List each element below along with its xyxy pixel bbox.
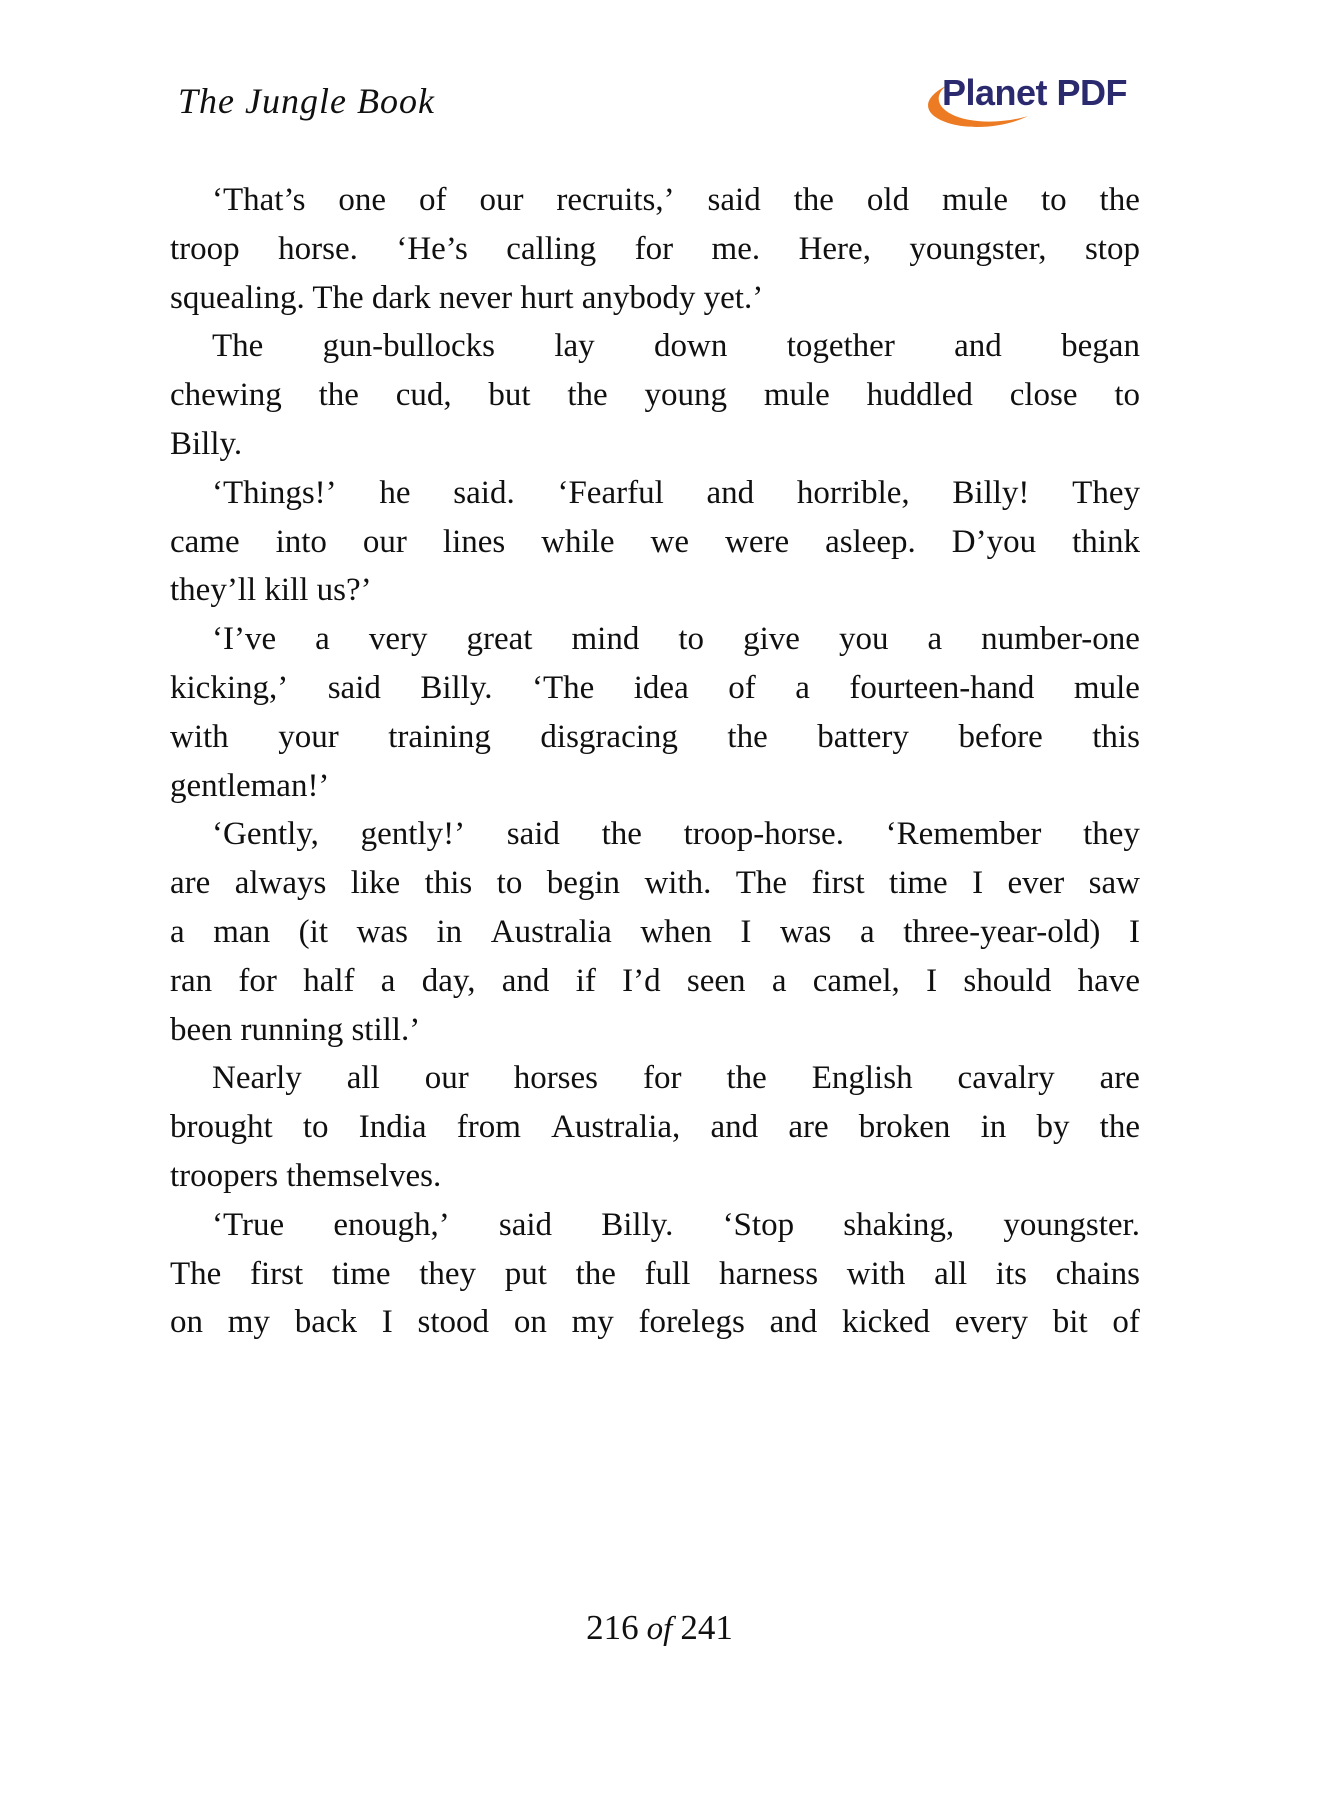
word: for [642,1060,682,1097]
word: me. [711,230,761,267]
word: its [995,1255,1027,1292]
word: down [654,328,728,365]
word: are [788,1109,829,1146]
word: the [793,182,834,218]
word: before [958,718,1043,755]
text-line [170,1250,1140,1299]
word: said. [453,474,515,511]
word: Here, [798,230,871,267]
word: horses [513,1060,599,1097]
word: while [541,523,615,560]
word: seen [686,962,746,999]
word: but [488,377,531,414]
word: in [436,913,463,950]
word: Nearly [212,1060,302,1097]
word: our [424,1060,469,1097]
word: my [571,1304,614,1341]
word: horrible, [796,474,910,511]
word: said [506,816,560,853]
word: Billy. [601,1206,674,1243]
text-line [170,713,1140,762]
word: into [275,523,327,560]
word: Billy. [420,669,493,706]
word: The [212,328,264,365]
word: one [338,182,387,218]
word: of [419,182,447,218]
word: D’you [951,523,1037,560]
logo-text: Planet PDF [942,72,1128,113]
word: ‘Fearful [557,474,664,511]
word: we [650,523,690,560]
word: came [170,523,240,560]
word: they [1083,816,1140,853]
word: kicked [842,1304,930,1341]
word: ‘Things!’ [212,474,337,511]
text-line: been running still.’ [170,1011,421,1048]
word: this [1092,718,1140,755]
word: to [1114,377,1140,414]
word: close [1009,377,1078,414]
word: man [213,913,271,950]
page-body-text [170,176,1140,1347]
word: back [294,1304,357,1341]
word: and [954,328,1002,365]
word: day, [421,962,476,999]
word: training [388,718,491,755]
word: always [234,865,327,902]
word: are [1099,1060,1140,1097]
word: all [934,1255,968,1292]
text-line [170,176,1140,225]
word: three-year-old) [903,913,1101,950]
word: you [838,621,889,658]
word: youngster, [909,230,1047,267]
word: with. [644,865,712,902]
page-footer [0,1608,1319,1648]
page-number-total: 241 [680,1608,733,1647]
text-line [170,615,1140,664]
word: began [1061,328,1140,365]
paragraph [170,615,1140,810]
word: the [1099,182,1140,218]
word: mule [942,182,1008,218]
word: broken [858,1109,951,1146]
word: ‘Gently, [212,816,319,853]
word: were [725,523,790,560]
word: by [1036,1109,1070,1146]
text-line [170,1201,1140,1250]
word: (it [298,913,328,950]
word: a [795,669,810,706]
word: a [380,962,396,999]
word: stood [417,1304,490,1341]
word: troop-horse. [683,816,844,853]
word: They [1072,474,1140,511]
text-line [170,1298,1140,1347]
paragraph [170,469,1140,615]
text-line [170,1054,1140,1103]
word: I [926,962,938,999]
word: the [601,816,642,853]
word: begin [546,865,621,902]
word: in [980,1109,1007,1146]
word: they [419,1255,477,1292]
word: calling [506,230,597,267]
word: said [327,669,381,706]
word: our [362,523,407,560]
word: horse. [278,230,358,267]
word: was [780,913,832,950]
word: ‘I’ve [212,621,277,658]
word: cud, [395,377,452,414]
text-line [170,225,1140,274]
word: ran [170,962,213,999]
word: all [346,1060,380,1097]
word: huddled [866,377,973,414]
word: to [302,1109,329,1146]
word: and [706,474,755,511]
text-line [170,859,1140,908]
word: harness [719,1255,819,1292]
word: have [1077,962,1140,999]
word: from [456,1109,521,1146]
word: young [644,377,728,414]
word: give [743,621,800,658]
planet-pdf-logo[interactable] [926,68,1128,130]
word: said [498,1206,553,1243]
word: battery [817,718,909,755]
word: brought [170,1109,273,1146]
word: ‘That’s [212,182,306,218]
word: on [513,1304,547,1341]
word: number-one [981,621,1140,658]
word: a [315,621,330,658]
word: the [726,1060,767,1097]
word: ‘The [531,669,595,706]
word: The [735,865,788,902]
word: a [859,913,875,950]
word: a [170,913,185,950]
word: together [786,328,895,365]
word: asleep. [825,523,916,560]
word: your [278,718,339,755]
word: idea [633,669,689,706]
word: the [567,377,608,414]
word: ‘True [212,1206,285,1243]
word: I [972,865,984,902]
word: very [368,621,428,658]
paragraph [170,1054,1140,1200]
word: of [1112,1304,1140,1341]
word: mule [1073,669,1140,706]
word: great [466,621,533,658]
word: he [379,474,411,511]
word: first [250,1255,304,1292]
text-line: gentleman!’ [170,767,330,804]
word: Australia [490,913,612,950]
text-line [170,322,1140,371]
word: to [496,865,523,902]
text-line: troopers themselves. [170,1157,442,1194]
word: should [963,962,1052,999]
word: are [170,865,211,902]
word: put [504,1255,547,1292]
text-line [170,1103,1140,1152]
word: India [358,1109,427,1146]
word: a [771,962,787,999]
word: and [769,1304,818,1341]
text-line: squealing. The dark never hurt anybody yet.’ [170,279,764,316]
word: ‘He’s [396,230,468,267]
word: shaking, [843,1206,955,1243]
word: full [644,1255,691,1292]
text-line [170,908,1140,957]
word: I [381,1304,393,1341]
word: English [811,1060,913,1097]
paragraph [170,176,1140,322]
paragraph [170,1201,1140,1347]
word: chewing [170,377,282,414]
word: and [710,1109,759,1146]
word: the [1099,1109,1140,1146]
word: when [640,913,712,950]
text-line: Billy. [170,425,243,462]
word: enough,’ [333,1206,450,1243]
word: lines [442,523,506,560]
word: youngster. [1003,1206,1140,1243]
word: cavalry [957,1060,1055,1097]
word: the [575,1255,616,1292]
word: saw [1088,865,1140,902]
text-line [170,810,1140,859]
word: to [1040,182,1067,218]
book-title: The Jungle Book [178,81,435,121]
page-number-of-label: of [646,1611,673,1647]
word: half [303,962,355,999]
text-line [170,957,1140,1006]
word: was [356,913,408,950]
word: this [424,865,473,902]
paragraph [170,322,1140,468]
text-line [170,664,1140,713]
word: our [479,182,524,218]
word: Billy! [952,474,1030,511]
word: like [350,865,401,902]
word: said [707,182,761,218]
word: gently!’ [360,816,466,853]
word: I [1129,913,1140,950]
word: every [954,1304,1029,1341]
word: chains [1055,1255,1140,1292]
word: mind [571,621,640,658]
word: if [575,962,596,999]
word: camel, [812,962,900,999]
word: for [634,230,674,267]
word: The [170,1255,222,1292]
word: my [227,1304,270,1341]
text-line [170,469,1140,518]
word: with [170,718,229,755]
word: lay [554,328,595,365]
word: forelegs [638,1304,745,1341]
word: time [889,865,948,902]
word: mule [763,377,830,414]
word: Australia, [551,1109,681,1146]
word: ‘Remember [885,816,1042,853]
word: a [927,621,943,658]
word: fourteen-hand [849,669,1035,706]
word: first [811,865,865,902]
word: gun-bullocks [322,328,495,365]
word: disgracing [540,718,678,755]
word: on [170,1304,203,1341]
word: with [846,1255,906,1292]
text-line [170,371,1140,420]
word: to [678,621,705,658]
word: I [740,913,752,950]
word: kicking,’ [170,669,289,706]
word: think [1072,523,1140,560]
word: time [331,1255,391,1292]
page-number-current: 216 [586,1608,639,1647]
word: bit [1052,1304,1088,1341]
word: for [238,962,277,999]
word: ‘Stop [722,1206,795,1243]
paragraph [170,810,1140,1054]
word: stop [1084,230,1140,267]
word: of [728,669,756,706]
word: the [318,377,359,414]
word: recruits,’ [556,182,675,218]
word: old [866,182,910,218]
word: troop [170,230,240,267]
text-line: they’ll kill us?’ [170,572,372,609]
word: and [501,962,550,999]
word: the [727,718,768,755]
word: ever [1007,865,1065,902]
text-line [170,518,1140,567]
word: I’d [622,962,661,999]
